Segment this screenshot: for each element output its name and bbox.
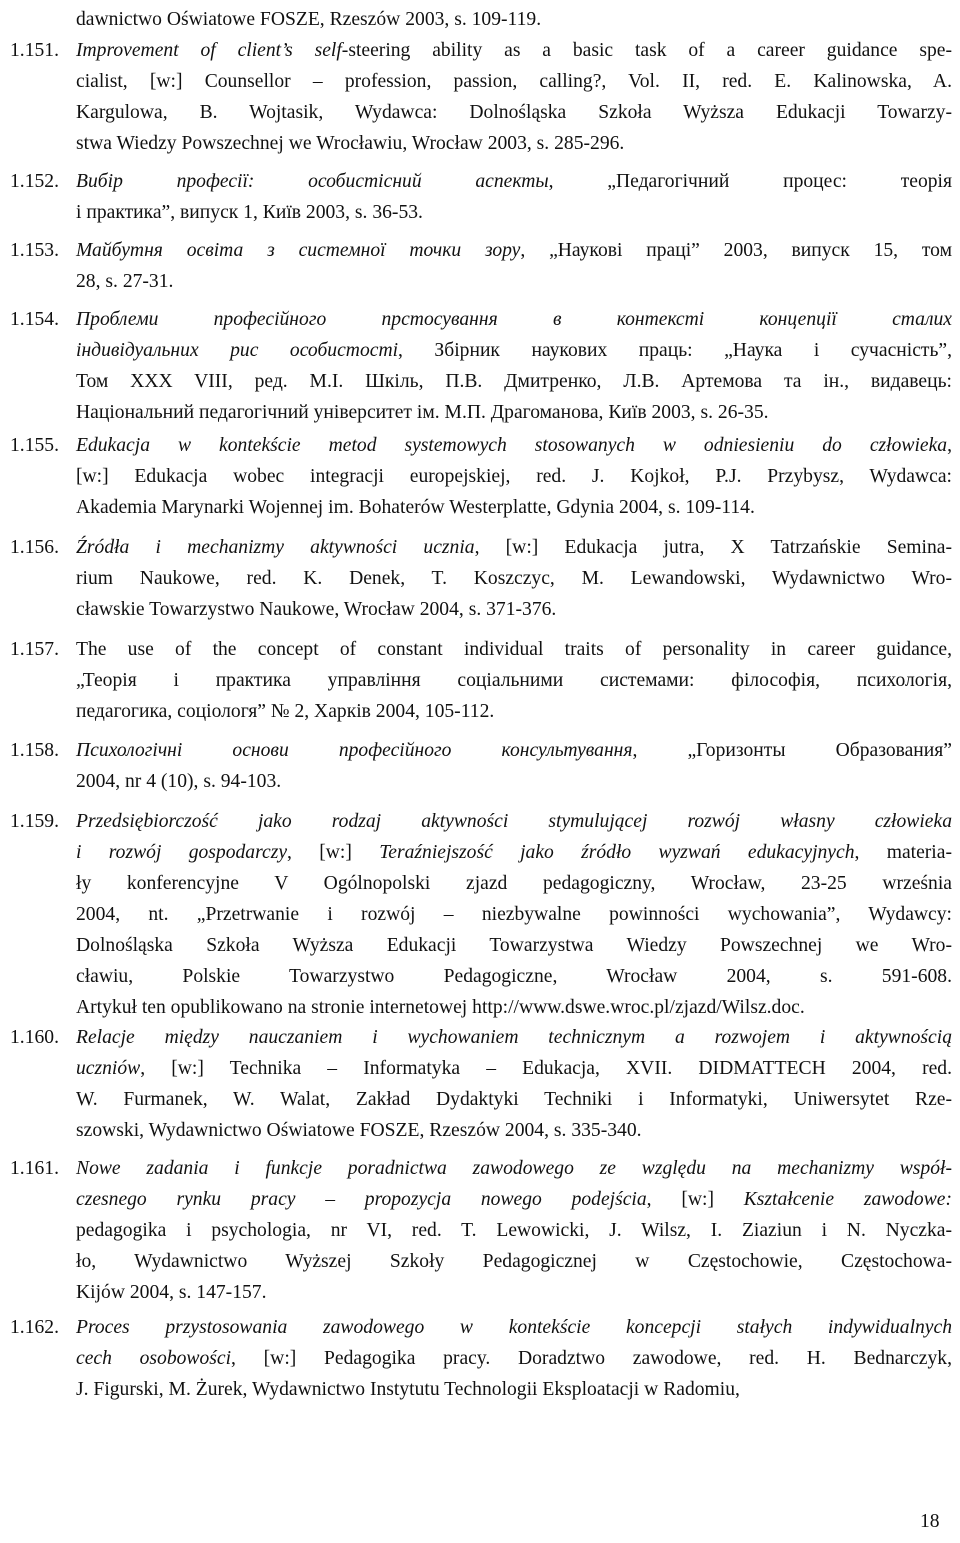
entry-number: 1.158. [10, 740, 59, 761]
citation-text: , „Наукові праці” 2003, випуск 15, том [520, 240, 952, 261]
entry-line [76, 899, 952, 930]
italic-title: i rozwój gospodarczy [76, 842, 288, 863]
entry-line [76, 1343, 952, 1374]
continuation-text: dawnictwo Oświatowe FOSZE, Rzeszów 2003, s. 109-119. [76, 9, 542, 30]
italic-title: Психологічні основи професійного консультування [76, 740, 633, 761]
citation-text: Artykuł ten opublikowano na stronie internetowej http://www.dswe.wroc.pl/zjazd/Wilsz.doc. [76, 997, 805, 1018]
citation-text: ły konferencyjne V Ogólnopolski zjazd pedagogiczny, Wrocław, 23-25 września [76, 873, 952, 894]
entry-line [76, 1246, 952, 1277]
citation-text: stwa Wiedzy Powszechnej we Wrocławiu, Wrocław 2003, s. 285-296. [76, 133, 625, 154]
citation-text: rium Naukowe, red. K. Denek, T. Koszczyc, M. Lewandowski, Wydawnictwo Wro- [76, 568, 952, 589]
entry-line [76, 532, 952, 563]
entry-text [76, 532, 952, 625]
entry-text [76, 1022, 952, 1146]
italic-title: uczniów [76, 1058, 141, 1079]
italic-title: Teraźniejszość jako źródło wyzwań edukacyjnych [379, 842, 855, 863]
entry-line [76, 1084, 952, 1115]
entry-line [76, 563, 952, 594]
citation-text: , materia- [854, 842, 952, 863]
entry-text [76, 235, 952, 297]
citation-text: , [w:] Edukacja jutra, X Tatrzańskie Semina- [474, 537, 952, 558]
entry-line [76, 696, 952, 727]
entry-line [76, 461, 952, 492]
entry-number: 1.159. [10, 811, 59, 832]
entry-line [76, 735, 952, 766]
entry-number: 1.155. [10, 435, 59, 456]
citation-text: 28, s. 27-31. [76, 271, 174, 292]
italic-title: Przedsiębiorczość jako rodzaj aktywności stymulującej rozwój własny człowieka [76, 811, 952, 832]
entry-text [76, 1153, 952, 1308]
entry-line [76, 992, 952, 1023]
entry-number: 1.156. [10, 537, 59, 558]
entry-line [76, 837, 952, 868]
entry-number: 1.152. [10, 171, 59, 192]
entry-text [76, 304, 952, 428]
entry-text [76, 430, 952, 523]
citation-text: , [947, 435, 952, 456]
citation-text: , „Горизонты Образования” [632, 740, 952, 761]
entry-line [76, 1053, 952, 1084]
entry-line [76, 304, 952, 335]
citation-text: J. Figurski, M. Żurek, Wydawnictwo Instytutu Technologii Eksploatacji w Radomiu, [76, 1379, 740, 1400]
citation-text: Akademia Marynarki Wojennej im. Bohaterów Westerplatte, Gdynia 2004, s. 109-114. [76, 497, 755, 518]
citation-text: steering ability as a basic task of a career guidance spe- [348, 40, 952, 61]
italic-title: Improvement of client’s self- [76, 40, 349, 61]
citation-text: Національний педагогічний університет ім. М.П. Драгоманова, Київ 2003, s. 26-35. [76, 402, 769, 423]
entry-line [76, 1115, 952, 1146]
entry-text [76, 634, 952, 727]
citation-text: pedagogika i psychologia, nr VI, red. T. Lewowicki, J. Wilsz, I. Ziaziun i N. Nyczka- [76, 1220, 952, 1241]
entry-line [76, 594, 952, 625]
page-number: 18 [920, 1511, 940, 1532]
italic-title: Proces przystosowania zawodowego w kontekście koncepcji stałych indywidualnych [76, 1317, 952, 1338]
entry-line [76, 665, 952, 696]
entry-line [76, 806, 952, 837]
entry-line [76, 430, 952, 461]
citation-text: „Теорія і практика управління соціальними системами: філософія, психологія, [76, 670, 952, 691]
entry-line [76, 634, 952, 665]
entry-number: 1.161. [10, 1158, 59, 1179]
citation-text: W. Furmanek, W. Walat, Zakład Dydaktyki Techniki i Informatyki, Uniwersytet Rze- [76, 1089, 952, 1110]
citation-text: , [w:] [646, 1189, 744, 1210]
citation-text: cialist, [w:] Counsellor – profession, passion, calling?, Vol. II, red. E. Kalinowska, A. [76, 71, 952, 92]
italic-title: czesnego rynku pracy – propozycja nowego podejścia [76, 1189, 647, 1210]
citation-text: , [w:] [287, 842, 380, 863]
entry-text [76, 1312, 952, 1405]
entry-line [76, 930, 952, 961]
italic-title: Relacje między nauczaniem i wychowaniem technicznym a rozwojem i aktywnością [76, 1027, 952, 1048]
entry-line [76, 35, 952, 66]
entry-text [76, 806, 952, 1023]
entry-text [76, 735, 952, 797]
citation-text: Kijów 2004, s. 147-157. [76, 1282, 267, 1303]
citation-text: , [w:] Pedagogika pracy. Doradztwo zawodowe, red. H. Bednarczyk, [231, 1348, 952, 1369]
entry-number: 1.157. [10, 639, 59, 660]
italic-title: індивідуальних рис особистості [76, 340, 399, 361]
citation-text: cławskie Towarzystwo Naukowe, Wrocław 2004, s. 371-376. [76, 599, 557, 620]
entry-line [76, 1215, 952, 1246]
entry-line [76, 961, 952, 992]
citation-text: Dolnośląska Szkoła Wyższa Edukacji Towarzystwa Wiedzy Powszechnej we Wro- [76, 935, 952, 956]
entry-line [76, 128, 952, 159]
citation-text: szowski, Wydawnictwo Oświatowe FOSZE, Rzeszów 2004, s. 335-340. [76, 1120, 642, 1141]
italic-title: Проблеми професійного прстосування в контексті концепції сталих [76, 309, 952, 330]
entry-number: 1.160. [10, 1027, 59, 1048]
citation-text: 2004, nr 4 (10), s. 94-103. [76, 771, 282, 792]
citation-text: Kargulowa, B. Wojtasik, Wydawca: Dolnośląska Szkoła Wyższa Edukacji Towarzy- [76, 102, 952, 123]
citation-text: [w:] Edukacja wobec integracji europejskiej, red. J. Kojkoł, P.J. Przybysz, Wydawca: [76, 466, 952, 487]
entry-line [76, 366, 952, 397]
entry-line [76, 492, 952, 523]
citation-text: ło, Wydawnictwo Wyższej Szkoły Pedagogicznej w Częstochowie, Częstochowa- [76, 1251, 952, 1272]
citation-text: The use of the concept of constant individual traits of personality in career guidance, [76, 639, 952, 660]
entry-line [76, 266, 952, 297]
entry-line [76, 1184, 952, 1215]
entry-line [76, 1022, 952, 1053]
entry-line [76, 335, 952, 366]
citation-text: , Збірник наукових праць: „Наука і сучасність”, [398, 340, 952, 361]
entry-line [76, 1374, 952, 1405]
citation-text: 2004, nt. „Przetrwanie i rozwój – niezbywalne powinności wychowania”, Wydawcy: [76, 904, 952, 925]
entry-line [76, 97, 952, 128]
entry-line [76, 1153, 952, 1184]
entry-number: 1.153. [10, 240, 59, 261]
entry-line [76, 66, 952, 97]
entry-line [76, 1277, 952, 1308]
citation-text: педагогика, соціологя” № 2, Харків 2004, 105-112. [76, 701, 495, 722]
entry-line [76, 868, 952, 899]
entry-line [76, 166, 952, 197]
citation-text: , [w:] Technika – Informatyka – Edukacja, XVII. DIDMATTECH 2004, red. [140, 1058, 952, 1079]
entry-number: 1.151. [10, 40, 59, 61]
italic-title: Kształcenie zawodowe: [743, 1189, 952, 1210]
italic-title: Źródła i mechanizmy aktywności ucznia [76, 537, 475, 558]
citation-text: , „Педагогічний процес: теорія [548, 171, 952, 192]
entry-line [76, 397, 952, 428]
entry-number: 1.154. [10, 309, 59, 330]
italic-title: Вибір професії: особистісний аспекты [76, 171, 549, 192]
entry-line [76, 235, 952, 266]
italic-title: cech osobowości [76, 1348, 232, 1369]
italic-title: Майбутня освіта з системної точки зору [76, 240, 521, 261]
citation-text: і практика”, випуск 1, Київ 2003, s. 36-53. [76, 202, 423, 223]
entry-text [76, 166, 952, 228]
entry-number: 1.162. [10, 1317, 59, 1338]
citation-text: cławiu, Polskie Towarzystwo Pedagogiczne, Wrocław 2004, s. 591-608. [76, 966, 952, 987]
entry-line [76, 197, 952, 228]
italic-title: Nowe zadania i funkcje poradnictwa zawodowego ze względu na mechanizmy współ- [76, 1158, 952, 1179]
citation-text: Том XXX VIII, ред. М.І. Шкіль, П.В. Дмитренко, Л.В. Артемова та ін., видавець: [76, 371, 952, 392]
entry-line [76, 1312, 952, 1343]
entry-text [76, 35, 952, 159]
entry-line [76, 766, 952, 797]
italic-title: Edukacja w kontekście metod systemowych stosowanych w odniesieniu do człowieka [76, 435, 948, 456]
